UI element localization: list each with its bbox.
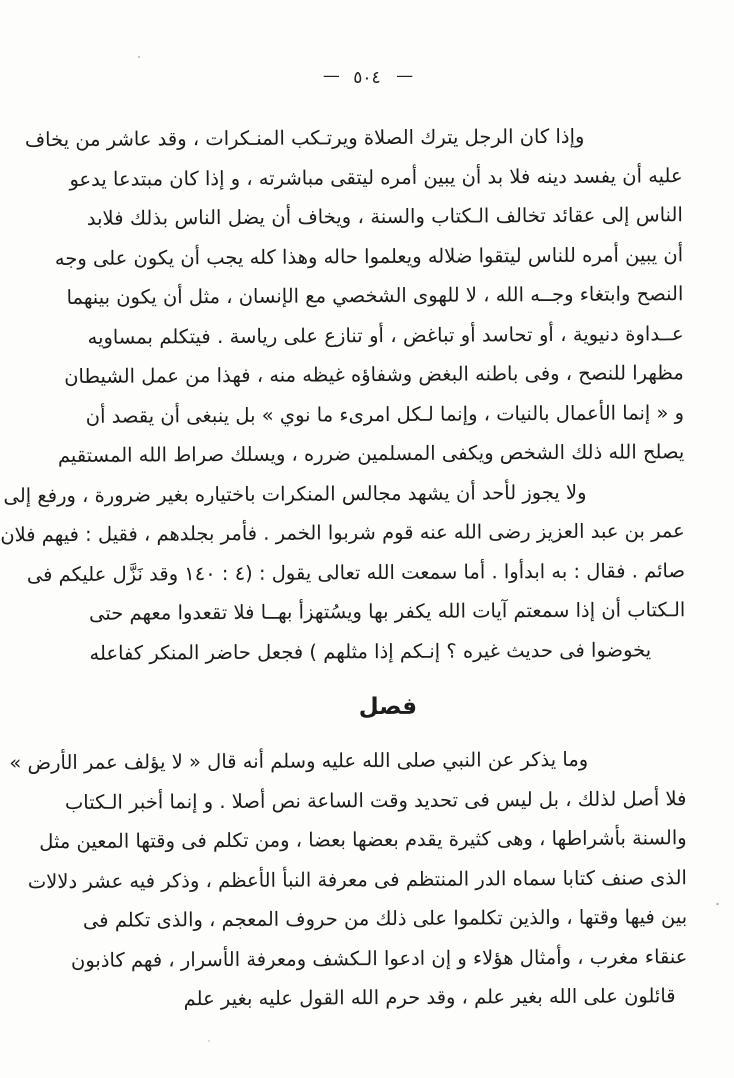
text-line: يصلح الله ذلك الشخص ويكفى المسلمين ضرره ، ويسلك صراط الله المستقيم	[57, 440, 685, 468]
text-block	[0, 116, 688, 1019]
text-line: مظهرا للنصح ، وفى باطنه البغض وشفاؤه غيظه منه ، فهذا من عمل الشيطان	[64, 361, 684, 388]
page-number-block	[0, 68, 734, 88]
text-line: أن يبين أمره للناس ليتقوا ضلاله ويعلموا حاله وهذا كله يجب أن يكون على وجه	[54, 242, 684, 270]
text-line: يخوضوا فى حديث غيره ؟ إنـكم إذا مثلهم ) فجعل حاضر المنكر كفاعله	[89, 637, 652, 665]
text-line: بين فيها وقتها ، والذين تكلموا على ذلك من حروف المعجم ، والذى تكلم فى	[82, 905, 688, 932]
text-line: وإذا كان الرجل يترك الصلاة ويرتـكب المنـكرات ، وقد عاشر من يخاف	[24, 124, 585, 152]
page-number: ٥٠٤	[353, 68, 381, 88]
text-line: الناس إلى عقائد تخالف الـكتاب والسنة ، ويخاف أن يضل الناس بذلك فلابد	[86, 203, 683, 230]
text-line: صائم . فقال : به ابدأوا . أما سمعت الله تعالى يقول : (٤ : ١٤٠ وقد نَزَّل عليكم فى	[26, 558, 686, 586]
paragraph-2	[0, 472, 686, 673]
scan-speck	[716, 903, 719, 905]
text-line: عمر بن عبد العزيز رضى الله عنه قوم شربوا الخمر . فأمر بجلدهم ، فقيل : فيهم فلان	[0, 519, 685, 547]
text-line: عليه أن يفسد دينه فلا بد أن يبين أمره ليتقى مباشرته ، و إذا كان مبتدعا يدعو	[69, 163, 683, 191]
text-line: النصح وابتغاء وجــه الله ، لا للهوى الشخصي مع الإنسان ، مثل أن يكون بينهما	[66, 282, 684, 309]
paragraph-1	[24, 116, 685, 475]
paragraph-3	[9, 739, 688, 1019]
text-line: والسنة بأشراطها ، وهى كثيرة يقدم بعضها بعضا ، ومن تكلم فى وقتها المعين مثل	[39, 826, 687, 854]
page-number-dash-right: —	[396, 66, 412, 86]
text-line: وما يذكر عن النبي صلى الله عليه وسلم أنه قال « لا يؤلف عمر الأرض »	[9, 747, 589, 775]
text-line: الذى صنف كتابا سماه الدر المنتظم فى معرفة النبأ الأعظم ، وذكر فيه عشر دلالات	[27, 865, 687, 893]
text-line: ولا يجوز لأحد أن يشهد مجالس المنكرات باختياره بغير ضرورة ، ورفع إلى	[3, 480, 587, 507]
text-line: فلا أصل لذلك ، بل ليس فى تحديد وقت الساعة نص أصلا . و إنما أخبر الـكتاب	[64, 786, 687, 814]
text-line: و « إنما الأعمال بالنيات ، وإنما لـكل امرىء ما نوي » بل ينبغى أن يقصد أن	[85, 400, 685, 428]
text-line: قائلون على الله بغير علم ، وقد حرم الله القول عليه بغير علم	[183, 984, 676, 1011]
text-line: عــداوة دنيوية ، أو تحاسد أو تباغض ، أو تنازع على رياسة . فيتكلم بمساويه	[87, 321, 684, 349]
text-line: الـكتاب أن إذا سمعتم آيات الله يكفر بها ويسُتهزأ بهــا فلا تقعدوا معهم حتى	[89, 598, 686, 625]
text-line: عنقاء مغرب ، وأمثال هؤلاء و إن ادعوا الـكشف ومعرفة الأسرار ، فهم كاذبون	[70, 944, 688, 972]
page-number-dash-left: —	[322, 66, 338, 86]
scan-speck	[138, 56, 140, 58]
section-heading: فصل	[358, 693, 418, 721]
scan-speck	[208, 1040, 210, 1042]
